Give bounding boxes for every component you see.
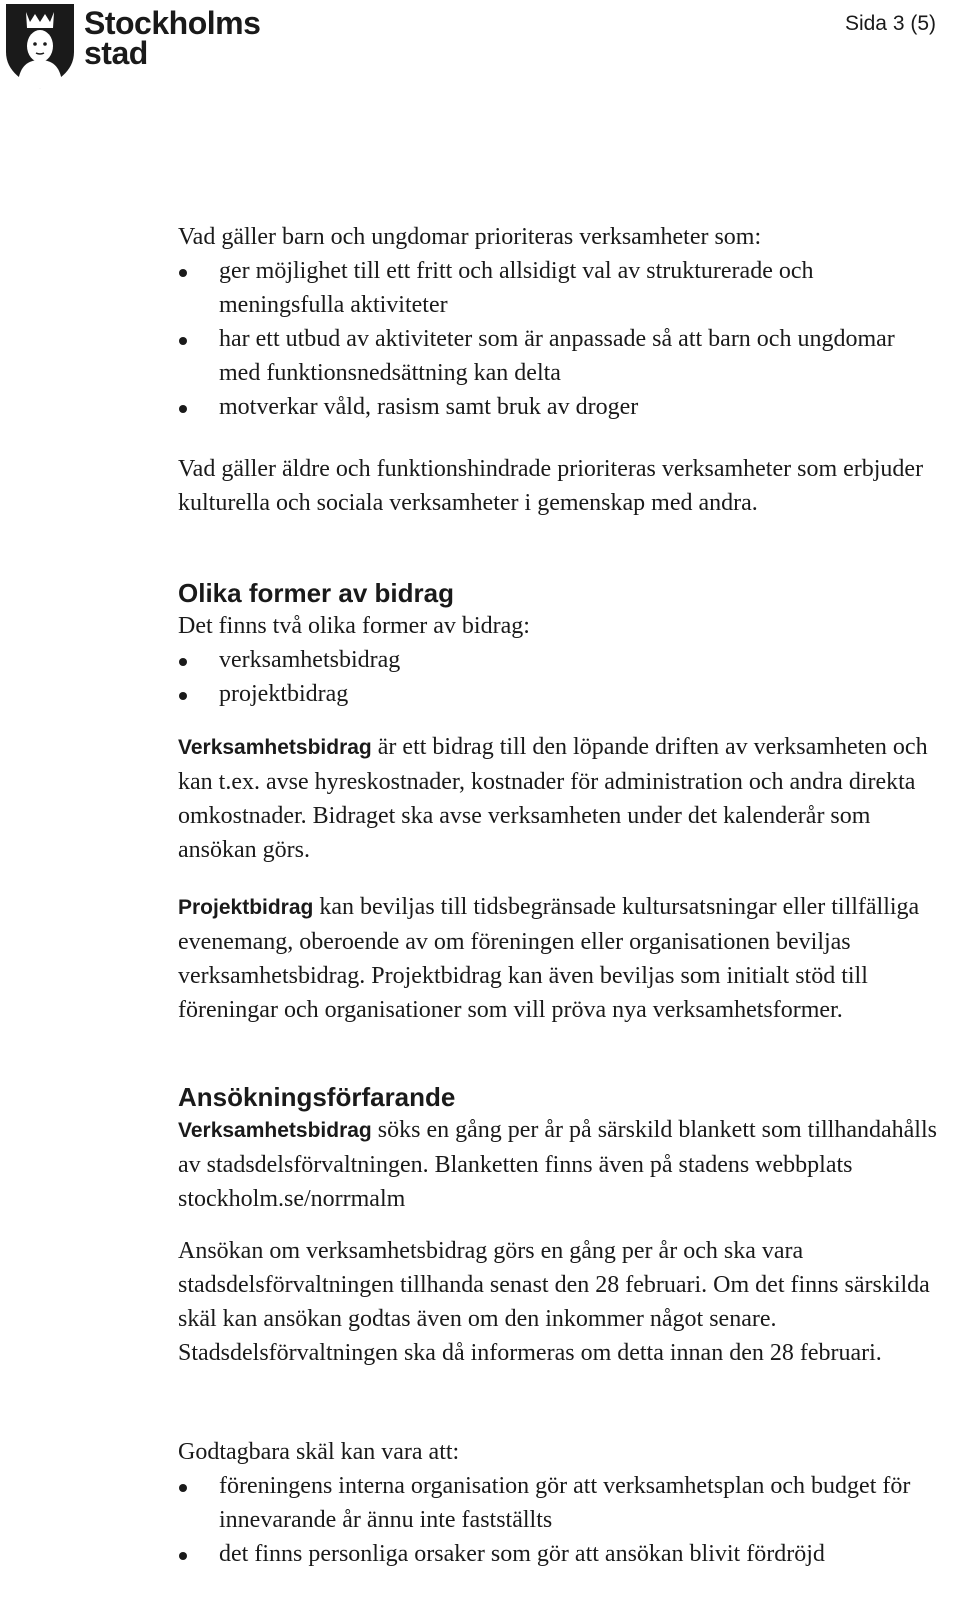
operating-grant-description: är ett bidrag till den löpande driften av verksamheten och kan t.ex. avse hyreskostnader, kostnader för administration och andra direkta omkostnader. Bidraget ska avse verksamheten under det kalenderår som ansökan görs. bbox=[178, 734, 928, 863]
reasons-intro: Godtagbara skäl kan vara att: bbox=[178, 1439, 460, 1465]
youth-priorities bbox=[178, 220, 938, 424]
deadline-paragraph bbox=[178, 1234, 938, 1370]
youth-intro: Vad gäller barn och ungdomar prioriteras verksamheter som: bbox=[178, 224, 762, 250]
list-item: motverkar våld, rasism samt bruk av droger bbox=[178, 390, 938, 424]
logo-wordmark bbox=[84, 5, 261, 71]
reasons-list bbox=[178, 1469, 938, 1571]
deadline-text: Ansökan om verksamhetsbidrag görs en gång per år och ska vara stadsdelsförvaltningen tillhanda senast den 28 februari. Om det finns särskilda skäl kan ansökan godtas även om den inkommer något senare. Stadsdelsförvaltningen ska då informeras om detta innan den 28 februari. bbox=[178, 1238, 930, 1366]
logo-wordmark-line1: Stockholms bbox=[84, 5, 261, 41]
acceptable-reasons bbox=[178, 1435, 938, 1571]
grant-types-intro: Det finns två olika former av bidrag: bbox=[178, 613, 530, 639]
project-grant-term: Projektbidrag bbox=[178, 896, 314, 919]
list-item: verksamhetsbidrag bbox=[178, 643, 938, 677]
list-item: projektbidrag bbox=[178, 677, 938, 711]
list-item: föreningens interna organisation gör att verksamhetsplan och budget för innevarande år ännu inte fastställts bbox=[178, 1469, 938, 1537]
operating-grant-paragraph bbox=[178, 730, 938, 867]
list-item: ger möjlighet till ett fritt och allsidigt val av strukturerade och meningsfulla aktiviteter bbox=[178, 254, 938, 322]
page-number: Sida 3 (5) bbox=[844, 12, 936, 35]
project-grant-description: kan beviljas till tidsbegränsade kultursatsningar eller tillfälliga evenemang, oberoende av om föreningen eller organisationen beviljas verksamhetsbidrag. Projektbidrag kan även beviljas som initialt stöd till föreningar och organisationer som vill pröva nya verksamhetsformer. bbox=[178, 894, 920, 1023]
project-grant-paragraph bbox=[178, 890, 938, 1027]
page-header bbox=[0, 0, 960, 100]
stockholm-crest-logo bbox=[4, 2, 76, 90]
elderly-text: Vad gäller äldre och funktionshindrade prioriteras verksamheter som erbjuder kulturella och sociala verksamheter i gemenskap med andra. bbox=[178, 456, 924, 516]
operating-grant-term: Verksamhetsbidrag bbox=[178, 736, 372, 759]
elderly-priorities bbox=[178, 452, 938, 520]
application-operating-text bbox=[178, 1113, 938, 1216]
application-section bbox=[178, 1081, 938, 1216]
operating-grant-text bbox=[178, 730, 938, 867]
application-operating-description: söks en gång per år på särskild blankett som tillhandahålls av stadsdelsförvaltningen. Blanketten finns även på stadens webbplats stockholm.se/norrmalm bbox=[178, 1117, 937, 1212]
application-operating-term: Verksamhetsbidrag bbox=[178, 1119, 372, 1142]
youth-list bbox=[178, 254, 938, 424]
list-item: det finns personliga orsaker som gör att ansökan blivit fördröjd bbox=[178, 1537, 938, 1571]
project-grant-text bbox=[178, 890, 938, 1027]
grant-types-section bbox=[178, 577, 938, 711]
section-heading-application: Ansökningsförfarande bbox=[178, 1082, 456, 1112]
section-heading-grant-types: Olika former av bidrag bbox=[178, 578, 454, 608]
grant-types-list bbox=[178, 643, 938, 711]
list-item: har ett utbud av aktiviteter som är anpassade så att barn och ungdomar med funktionsnedsättning kan delta bbox=[178, 322, 938, 390]
logo-wordmark-line2: stad bbox=[84, 35, 148, 71]
